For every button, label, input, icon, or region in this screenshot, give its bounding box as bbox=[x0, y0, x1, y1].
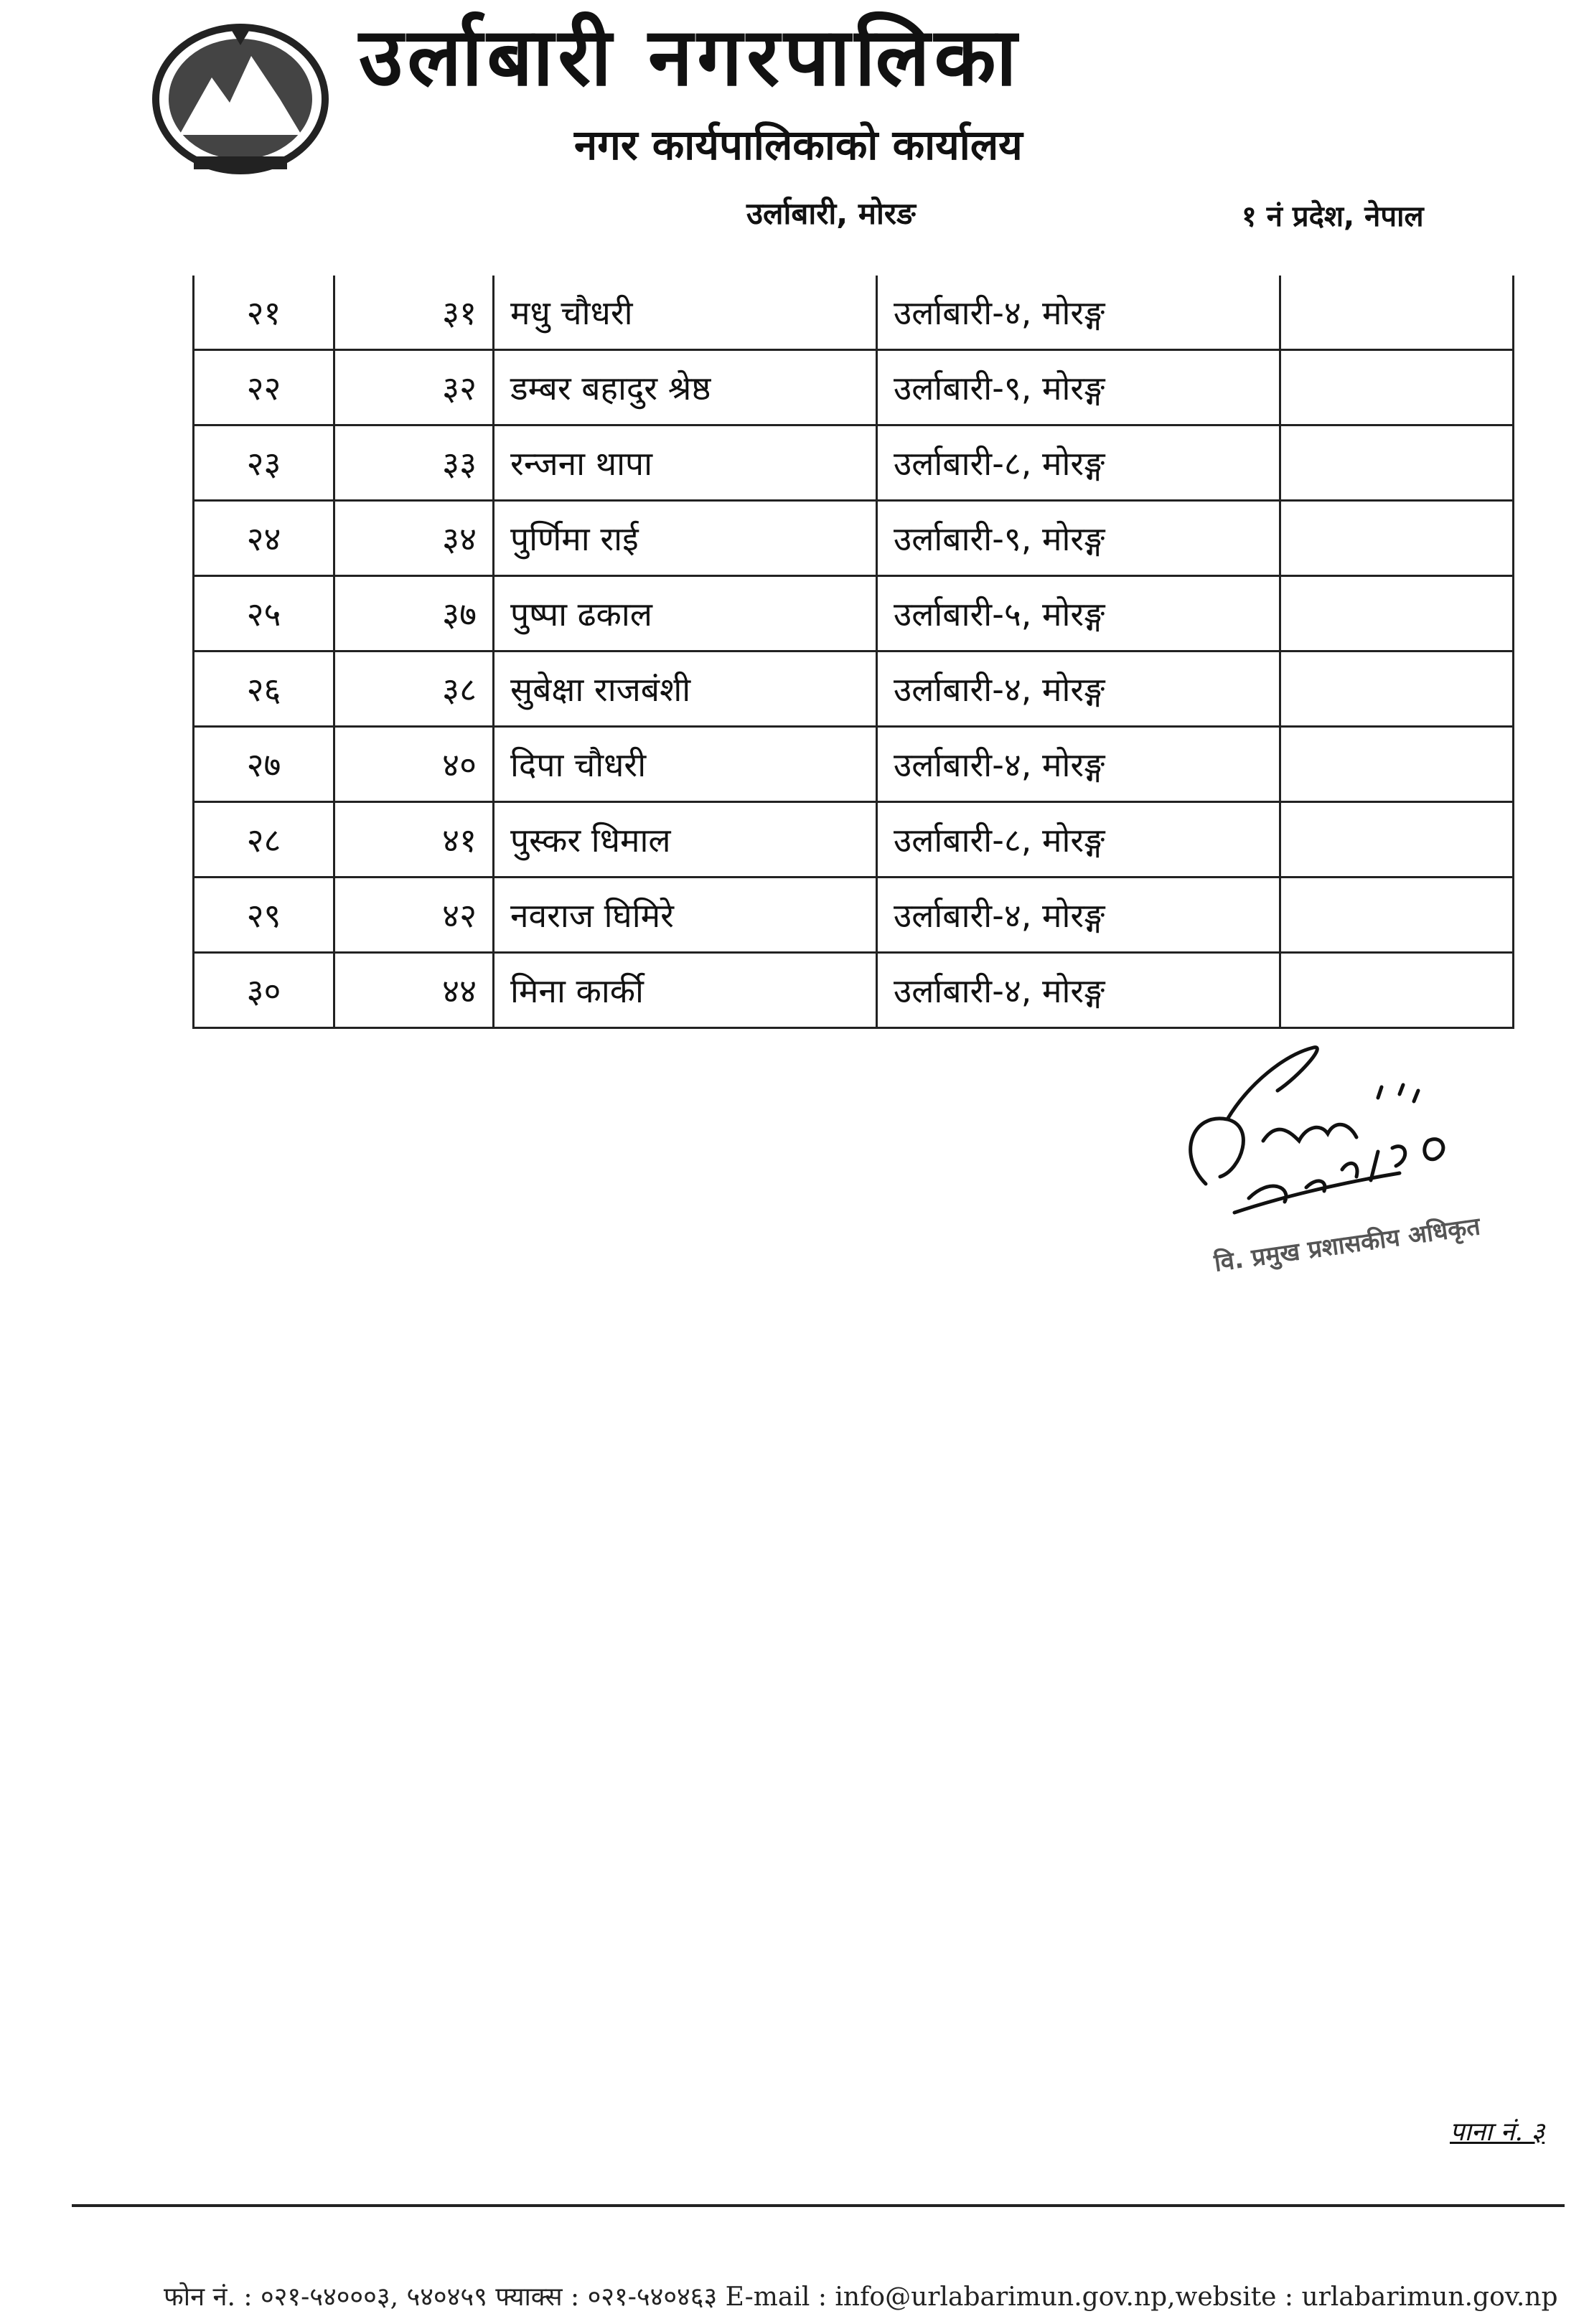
serial-number-cell: २८ bbox=[194, 803, 335, 876]
address-cell: उर्लाबारी-४, मोरङ्ग bbox=[878, 954, 1281, 1027]
municipality-title: उर्लाबारी नगरपालिका bbox=[359, 11, 1021, 104]
remark-cell bbox=[1281, 878, 1512, 951]
table-row bbox=[194, 951, 1512, 1027]
roll-number-cell: ३७ bbox=[335, 577, 494, 650]
remark-cell bbox=[1281, 426, 1512, 499]
remark-cell bbox=[1281, 276, 1512, 349]
address-cell: उर्लाबारी-९, मोरङ्ग bbox=[878, 351, 1281, 424]
remark-cell bbox=[1281, 577, 1512, 650]
name-cell: रन्जना थापा bbox=[494, 426, 878, 499]
name-cell: पुष्पा ढकाल bbox=[494, 577, 878, 650]
remark-cell bbox=[1281, 954, 1512, 1027]
table-row bbox=[194, 876, 1512, 951]
serial-number-cell: २५ bbox=[194, 577, 335, 650]
address-cell: उर्लाबारी-४, मोरङ्ग bbox=[878, 728, 1281, 801]
name-cell: दिपा चौधरी bbox=[494, 728, 878, 801]
remark-cell bbox=[1281, 502, 1512, 575]
address-cell: उर्लाबारी-४, मोरङ्ग bbox=[878, 276, 1281, 349]
serial-number-cell: २७ bbox=[194, 728, 335, 801]
table-row bbox=[194, 650, 1512, 725]
name-cell: पुस्कर धिमाल bbox=[494, 803, 878, 876]
candidate-table bbox=[192, 276, 1514, 1029]
signature-icon bbox=[1163, 1033, 1536, 1248]
table-row bbox=[194, 276, 1512, 349]
remark-cell bbox=[1281, 652, 1512, 725]
signatory-designation: वि. प्रमुख प्रशासकीय अधिकृत bbox=[1212, 1212, 1482, 1278]
page-number: पाना नं. ३ bbox=[1450, 2117, 1545, 2147]
table-row bbox=[194, 499, 1512, 575]
table-row bbox=[194, 575, 1512, 650]
roll-number-cell: ३४ bbox=[335, 502, 494, 575]
footer-divider bbox=[72, 2204, 1565, 2207]
serial-number-cell: २४ bbox=[194, 502, 335, 575]
name-cell: मिना कार्की bbox=[494, 954, 878, 1027]
nepal-emblem-icon bbox=[144, 13, 337, 178]
address-cell: उर्लाबारी-४, मोरङ्ग bbox=[878, 652, 1281, 725]
remark-cell bbox=[1281, 351, 1512, 424]
serial-number-cell: २९ bbox=[194, 878, 335, 951]
name-cell: नवराज घिमिरे bbox=[494, 878, 878, 951]
remark-cell bbox=[1281, 803, 1512, 876]
serial-number-cell: २६ bbox=[194, 652, 335, 725]
roll-number-cell: ४० bbox=[335, 728, 494, 801]
name-cell: मधु चौधरी bbox=[494, 276, 878, 349]
address-cell: उर्लाबारी-९, मोरङ्ग bbox=[878, 502, 1281, 575]
roll-number-cell: ४४ bbox=[335, 954, 494, 1027]
table-row bbox=[194, 801, 1512, 876]
roll-number-cell: ३३ bbox=[335, 426, 494, 499]
roll-number-cell: ३१ bbox=[335, 276, 494, 349]
address-cell: उर्लाबारी-८, मोरङ्ग bbox=[878, 426, 1281, 499]
serial-number-cell: ३० bbox=[194, 954, 335, 1027]
name-cell: डम्बर बहादुर श्रेष्ठ bbox=[494, 351, 878, 424]
serial-number-cell: २२ bbox=[194, 351, 335, 424]
address-cell: उर्लाबारी-८, मोरङ्ग bbox=[878, 803, 1281, 876]
office-subtitle: नगर कार्यपालिकाको कार्यालय bbox=[574, 121, 1023, 169]
name-cell: पुर्णिमा राई bbox=[494, 502, 878, 575]
address-cell: उर्लाबारी-४, मोरङ्ग bbox=[878, 878, 1281, 951]
footer-contact: फोन नं. : ०२१-५४०००३, ५४०४५९ फ्याक्स : ०२१-५४०४६३ E-mail : info@urlabarimun.gov.np,website : urlabarimun.gov.np bbox=[164, 2282, 1558, 2312]
roll-number-cell: ४२ bbox=[335, 878, 494, 951]
serial-number-cell: २१ bbox=[194, 276, 335, 349]
office-location: उर्लाबारी, मोरङ bbox=[746, 196, 916, 231]
province-label: १ नं प्रदेश, नेपाल bbox=[1242, 200, 1424, 233]
address-cell: उर्लाबारी-५, मोरङ्ग bbox=[878, 577, 1281, 650]
table-row bbox=[194, 349, 1512, 424]
table-row bbox=[194, 424, 1512, 499]
roll-number-cell: ४१ bbox=[335, 803, 494, 876]
remark-cell bbox=[1281, 728, 1512, 801]
roll-number-cell: ३८ bbox=[335, 652, 494, 725]
roll-number-cell: ३२ bbox=[335, 351, 494, 424]
serial-number-cell: २३ bbox=[194, 426, 335, 499]
name-cell: सुबेक्षा राजबंशी bbox=[494, 652, 878, 725]
table-row bbox=[194, 725, 1512, 801]
